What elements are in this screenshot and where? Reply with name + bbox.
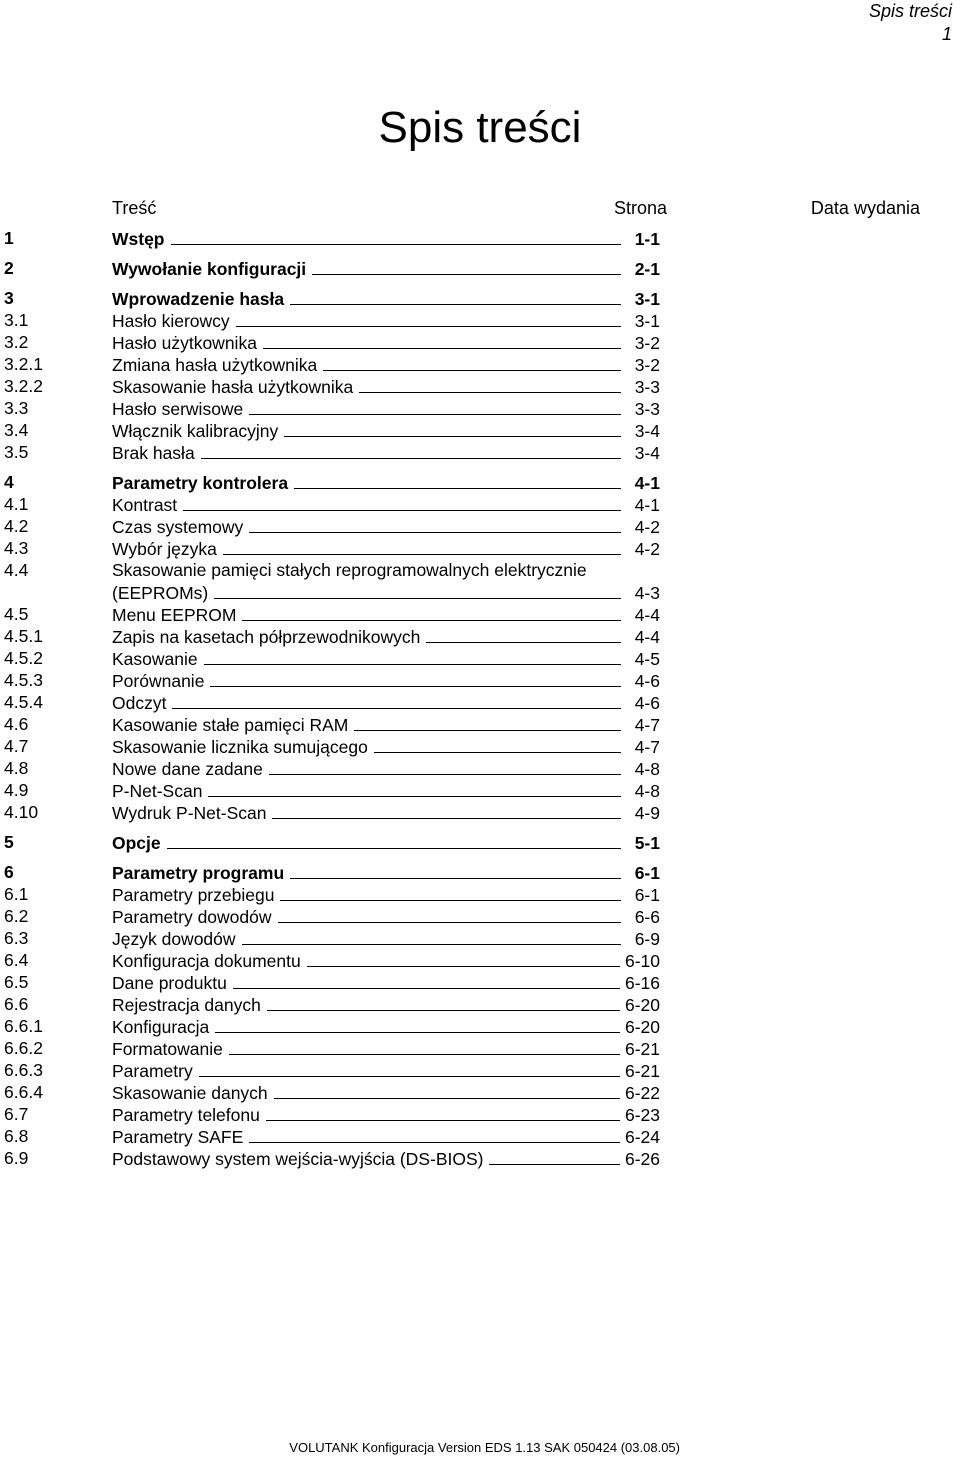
- toc-entry: [0, 647, 660, 669]
- toc-entry-number: 3: [4, 288, 14, 308]
- toc-entry-title-line: [112, 537, 660, 560]
- toc-entry-number: 4.9: [4, 780, 29, 800]
- toc-entry-title-line: [112, 309, 660, 332]
- toc-entry-title: Menu EEPROM: [112, 605, 237, 625]
- toc-entry-page: 6-21: [624, 1061, 660, 1081]
- toc-leader-line: [272, 801, 621, 819]
- toc-entry-title: Wydruk P-Net-Scan: [112, 803, 267, 823]
- page-title-text: Spis treści: [378, 103, 582, 152]
- toc-leader-line: [426, 625, 621, 643]
- toc-entry: [0, 625, 660, 647]
- toc-leader-line: [223, 537, 621, 555]
- toc-entry-page: 3-1: [634, 311, 660, 331]
- running-head-section: Spis treści: [868, 1, 952, 21]
- toc-entry-page: 6-1: [634, 863, 660, 883]
- toc-entry-page: 3-2: [634, 333, 660, 353]
- toc-entry-title-line: [112, 493, 660, 516]
- toc-leader-line: [284, 419, 621, 437]
- toc-entry-page: 5-1: [634, 833, 660, 853]
- toc-leader-line: [323, 353, 621, 371]
- footer-text: VOLUTANK Konfiguracja Version EDS 1.13 SAK 050424 (03.08.05): [289, 1440, 680, 1455]
- toc-entry: [0, 309, 660, 331]
- toc-entry-number: 3.4: [4, 420, 29, 440]
- toc-leader-line: [249, 397, 621, 415]
- toc-entry-number: 6.2: [4, 906, 29, 926]
- toc-entry-title-line: [112, 1147, 660, 1170]
- toc-entry: [0, 257, 660, 279]
- toc-entry-title-line: [112, 1103, 660, 1126]
- toc-entry-title-line: [112, 397, 660, 420]
- toc-entry-page: 4-8: [634, 759, 660, 779]
- toc-entry-title: Parametry SAFE: [112, 1127, 244, 1147]
- toc-entry-title: Podstawowy system wejścia-wyjścia (DS-BIOS): [112, 1149, 484, 1169]
- toc-entry-page: 4-7: [634, 737, 660, 757]
- toc-entry-number: 4.5.1: [4, 626, 43, 646]
- toc-entry: [0, 883, 660, 905]
- toc-entry-page: 4-2: [634, 539, 660, 559]
- toc-entry: [0, 227, 660, 249]
- toc-entry-title: Zmiana hasła użytkownika: [112, 355, 318, 375]
- toc-entry: [0, 603, 660, 625]
- toc-entry-title-line: [112, 713, 660, 736]
- toc-entry-page: 6-10: [624, 951, 660, 971]
- toc-entry-title: Skasowanie licznika sumującego: [112, 737, 368, 757]
- toc-entry-number: 3.2: [4, 332, 29, 352]
- toc-leader-line: [278, 905, 621, 923]
- toc-entry-title-line: [112, 603, 660, 626]
- toc-entry-page: 4-1: [634, 495, 660, 515]
- toc-leader-line: [172, 691, 621, 709]
- toc-entry-title: Rejestracja danych: [112, 995, 261, 1015]
- toc-entry-page: 4-2: [634, 517, 660, 537]
- toc-entry-number: 6: [4, 862, 14, 882]
- toc-entry-title-line: [112, 1081, 660, 1104]
- toc-entry-page: 6-24: [624, 1127, 660, 1147]
- toc-entry-title: Wybór języka: [112, 539, 217, 559]
- toc-entry-page: 4-1: [634, 473, 660, 493]
- toc-entry-number: 6.8: [4, 1126, 29, 1146]
- toc-entry: [0, 713, 660, 735]
- toc-entry-title-line: [112, 861, 660, 884]
- toc-entry-title: Skasowanie hasła użytkownika: [112, 377, 354, 397]
- toc-entry-number: 6.7: [4, 1104, 29, 1124]
- toc-entry-number: 6.5: [4, 972, 29, 992]
- toc-leader-line: [359, 375, 621, 393]
- toc-entry-title: Konfiguracja dokumentu: [112, 951, 301, 971]
- toc-entry: [0, 441, 660, 463]
- toc-leader-line: [204, 647, 621, 665]
- toc-entry-title-line: [112, 801, 660, 824]
- toc-entry-page: 6-20: [624, 995, 660, 1015]
- toc-entry: [0, 353, 660, 375]
- toc-entry-page: 6-6: [634, 907, 660, 927]
- toc-entry-number: 4.5.3: [4, 670, 43, 690]
- column-header-content: Treść: [112, 198, 157, 218]
- toc-entry-page: 4-4: [634, 605, 660, 625]
- toc-leader-line: [274, 1081, 620, 1099]
- toc-entry-title: Nowe dane zadane: [112, 759, 263, 779]
- toc-leader-line: [307, 949, 620, 967]
- toc-entry-number: 4.5.4: [4, 692, 43, 712]
- toc-entry-number: 4: [4, 472, 14, 492]
- toc-entry-page: 1-1: [634, 229, 660, 249]
- toc-entry-title-line: [112, 471, 660, 494]
- toc-entry-title: (EEPROMs): [112, 583, 209, 603]
- toc-leader-line: [229, 1037, 620, 1055]
- toc-entry: [0, 801, 660, 823]
- toc-entry: [0, 1015, 660, 1037]
- toc-entry: [0, 779, 660, 801]
- toc-entry-number: 6.6.4: [4, 1082, 43, 1102]
- toc-entry-title: Hasło serwisowe: [112, 399, 244, 419]
- toc-entry-number: 6.6.2: [4, 1038, 43, 1058]
- toc-entry: [0, 1125, 660, 1147]
- toc-entry-title: Zapis na kasetach półprzewodnikowych: [112, 627, 421, 647]
- toc-entry-page: 6-16: [624, 973, 660, 993]
- toc-leader-line: [199, 1059, 620, 1077]
- toc-leader-line: [210, 669, 621, 687]
- toc-leader-line: [233, 971, 620, 989]
- toc-entry: [0, 861, 660, 883]
- toc-leader-line: [201, 441, 621, 459]
- toc-leader-line: [354, 713, 621, 731]
- toc-entry-title-line: [112, 441, 660, 464]
- toc-entry-number: 4.5: [4, 604, 29, 624]
- toc-leader-line: [267, 993, 620, 1011]
- toc-leader-line: [215, 1015, 620, 1033]
- toc-leader-line: [312, 257, 621, 275]
- toc-entry-title: Kontrast: [112, 495, 178, 515]
- toc-entry-title-line1: Skasowanie pamięci stałych reprogramowalnych elektrycznie: [112, 560, 587, 580]
- toc-entry-title: Porównanie: [112, 671, 205, 691]
- toc-entry: [0, 757, 660, 779]
- toc-entry: [0, 515, 660, 537]
- toc-entry: [0, 691, 660, 713]
- toc-entry-title-line: [112, 353, 660, 376]
- toc-entry-title: Hasło użytkownika: [112, 333, 257, 353]
- toc-leader-line: [290, 287, 621, 305]
- toc-entry-page: 4-6: [634, 671, 660, 691]
- toc-entry-number: 4.2: [4, 516, 29, 536]
- toc-leader-line: [294, 471, 621, 489]
- toc-entry: [0, 735, 660, 757]
- toc-leader-line: [280, 883, 621, 901]
- toc-entry-title: Wywołanie konfiguracji: [112, 259, 307, 279]
- toc-entry-title-line: [112, 831, 660, 854]
- toc-entry-title: Brak hasła: [112, 443, 195, 463]
- toc-entry-title-line: [112, 1059, 660, 1082]
- toc-entry: [0, 1059, 660, 1081]
- toc-entry-title-line: [112, 883, 660, 906]
- toc-entry: [0, 669, 660, 691]
- toc-entry-number: 4.7: [4, 736, 29, 756]
- toc-entry-title-line: [112, 331, 660, 354]
- toc-leader-line: [242, 927, 621, 945]
- toc-entry-title-line: [112, 971, 660, 994]
- toc-entry-title: Wstęp: [112, 229, 165, 249]
- toc-entry: [0, 1147, 660, 1169]
- toc-entry-title: Dane produktu: [112, 973, 227, 993]
- toc-leader-line: [236, 309, 621, 327]
- toc-entry-title: Parametry programu: [112, 863, 285, 883]
- toc-entry-number: 6.6.1: [4, 1016, 43, 1036]
- toc-entry-number: 6.6: [4, 994, 29, 1014]
- toc-entry: [0, 560, 660, 603]
- toc-entry-title: Parametry dowodów: [112, 907, 272, 927]
- toc-entry-title: Konfiguracja: [112, 1017, 210, 1037]
- toc-entry-number: 3.5: [4, 442, 29, 462]
- toc-entry-page: 3-4: [634, 421, 660, 441]
- toc-entry-title-line: [112, 419, 660, 442]
- toc-entry-title-line: [112, 1125, 660, 1148]
- toc-entry-title-line: [112, 625, 660, 648]
- toc-entry-title: Odczyt: [112, 693, 167, 713]
- toc-entry: [0, 949, 660, 971]
- toc-entry-title: Parametry przebiegu: [112, 885, 275, 905]
- toc-entry-page: 3-4: [634, 443, 660, 463]
- toc-entry-title: Skasowanie danych: [112, 1083, 268, 1103]
- column-header-date: Data wydania: [810, 198, 920, 218]
- toc-entry-title: Kasowanie stałe pamięci RAM: [112, 715, 349, 735]
- toc-entry-number: 3.2.1: [4, 354, 43, 374]
- toc-leader-line: [167, 831, 621, 849]
- toc-leader-line: [249, 515, 621, 533]
- toc-entry-title-line: [112, 227, 660, 250]
- toc-entry-page: 6-1: [634, 885, 660, 905]
- toc-entry-number: 4.8: [4, 758, 29, 778]
- toc-entry: [0, 905, 660, 927]
- running-head-page: 1: [941, 24, 952, 44]
- toc-entry-title: Opcje: [112, 833, 161, 853]
- toc-entry-page: 4-4: [634, 627, 660, 647]
- toc-entry-title-line: [112, 581, 660, 604]
- toc-entry-number: 4.4: [4, 560, 29, 580]
- toc-entry: [0, 471, 660, 493]
- toc-entry-title-line: [112, 757, 660, 780]
- toc-leader-line: [269, 757, 621, 775]
- toc-entry-title: Parametry kontrolera: [112, 473, 289, 493]
- toc-entry-number: 6.6.3: [4, 1060, 43, 1080]
- toc-entry: [0, 419, 660, 441]
- toc-entry-title: Kasowanie: [112, 649, 198, 669]
- toc-entry-number: 6.3: [4, 928, 29, 948]
- toc-entry-page: 4-6: [634, 693, 660, 713]
- toc-entry: [0, 287, 660, 309]
- toc-leader-line: [374, 735, 621, 753]
- toc-entry-page: 4-3: [634, 583, 660, 603]
- toc-entry-page: 4-9: [634, 803, 660, 823]
- toc-entry-title: Formatowanie: [112, 1039, 223, 1059]
- toc-entry-title: Włącznik kalibracyjny: [112, 421, 279, 441]
- toc-entry-page: 6-26: [624, 1149, 660, 1169]
- toc-entry-number: 4.1: [4, 494, 29, 514]
- toc-entry-title-line: [112, 257, 660, 280]
- toc-entry-title: Hasło kierowcy: [112, 311, 230, 331]
- toc-entry-title-line: [112, 779, 660, 802]
- toc-entry-title-line: [112, 669, 660, 692]
- toc-entry: [0, 993, 660, 1015]
- toc-leader-line: [249, 1125, 620, 1143]
- page-footer: [0, 1440, 960, 1456]
- toc-entry-page: 6-22: [624, 1083, 660, 1103]
- toc-leader-line: [263, 331, 621, 349]
- toc-entry-number: 5: [4, 832, 14, 852]
- toc-entry-title-line: [112, 375, 660, 398]
- toc-entry-page: 4-7: [634, 715, 660, 735]
- toc-entry-title-line: [112, 287, 660, 310]
- toc-entry: [0, 397, 660, 419]
- toc-entry-page: 4-5: [634, 649, 660, 669]
- toc-entry-title: Parametry: [112, 1061, 193, 1081]
- column-header-page: Strona: [614, 198, 668, 218]
- toc-entry-title: Parametry telefonu: [112, 1105, 260, 1125]
- toc-leader-line: [214, 581, 621, 599]
- toc-entry-page: 3-2: [634, 355, 660, 375]
- toc-entry: [0, 1081, 660, 1103]
- toc-entry-title-line: [112, 647, 660, 670]
- toc-entry: [0, 1037, 660, 1059]
- toc-entry: [0, 375, 660, 397]
- toc-entry-page: 6-23: [624, 1105, 660, 1125]
- toc-entry-page: 4-8: [634, 781, 660, 801]
- toc-entry-title: P-Net-Scan: [112, 781, 203, 801]
- toc-entry-title-line: [112, 949, 660, 972]
- toc-leader-line: [266, 1103, 620, 1121]
- toc-entry-page: 6-9: [634, 929, 660, 949]
- toc-entry-number: 4.10: [4, 802, 39, 822]
- toc-entry-number: 3.1: [4, 310, 29, 330]
- toc-leader-line: [242, 603, 621, 621]
- toc-entry-title-line: [112, 905, 660, 928]
- toc-entry-title: Wprowadzenie hasła: [112, 289, 285, 309]
- toc-entry-page: 3-3: [634, 399, 660, 419]
- toc-entry-page: 3-1: [634, 289, 660, 309]
- toc-entry: [0, 927, 660, 949]
- toc-leader-line: [290, 861, 621, 879]
- toc-entry-number: 4.6: [4, 714, 29, 734]
- toc-entry-number: 4.5.2: [4, 648, 43, 668]
- toc-entry-page: 3-3: [634, 377, 660, 397]
- toc-entry-title-line: [112, 1037, 660, 1060]
- toc-entry-title-line: [112, 993, 660, 1016]
- toc-entry-title-line: [112, 1015, 660, 1038]
- toc-entry: [0, 537, 660, 559]
- toc-entry-title-line: [112, 691, 660, 714]
- toc-entry: [0, 331, 660, 353]
- toc-leader-line: [183, 493, 621, 511]
- toc-entry-number: 2: [4, 258, 14, 278]
- toc-entry-title-line: [112, 927, 660, 950]
- toc-leader-line: [171, 227, 622, 245]
- toc-entry-number: 3.3: [4, 398, 29, 418]
- toc-entry-number: 6.1: [4, 884, 29, 904]
- toc-entry-title: Język dowodów: [112, 929, 236, 949]
- toc-entry-number: 6.9: [4, 1148, 29, 1168]
- toc-leader-line: [489, 1147, 620, 1165]
- toc-entry-number: 3.2.2: [4, 376, 43, 396]
- toc-entry: [0, 1103, 660, 1125]
- toc-entry-page: 6-20: [624, 1017, 660, 1037]
- toc-entry: [0, 971, 660, 993]
- toc-entry-number: 6.4: [4, 950, 29, 970]
- toc-leader-line: [208, 779, 621, 797]
- toc-entry: [0, 831, 660, 853]
- toc-entry-number: 4.3: [4, 538, 29, 558]
- toc-entry-page: 2-1: [634, 259, 660, 279]
- toc-entry-title-line: [112, 735, 660, 758]
- toc-entry-title-line: [112, 515, 660, 538]
- toc-entry-title: Czas systemowy: [112, 517, 244, 537]
- toc-entry-page: 6-21: [624, 1039, 660, 1059]
- toc-entry-number: 1: [4, 228, 14, 248]
- toc-entry: [0, 493, 660, 515]
